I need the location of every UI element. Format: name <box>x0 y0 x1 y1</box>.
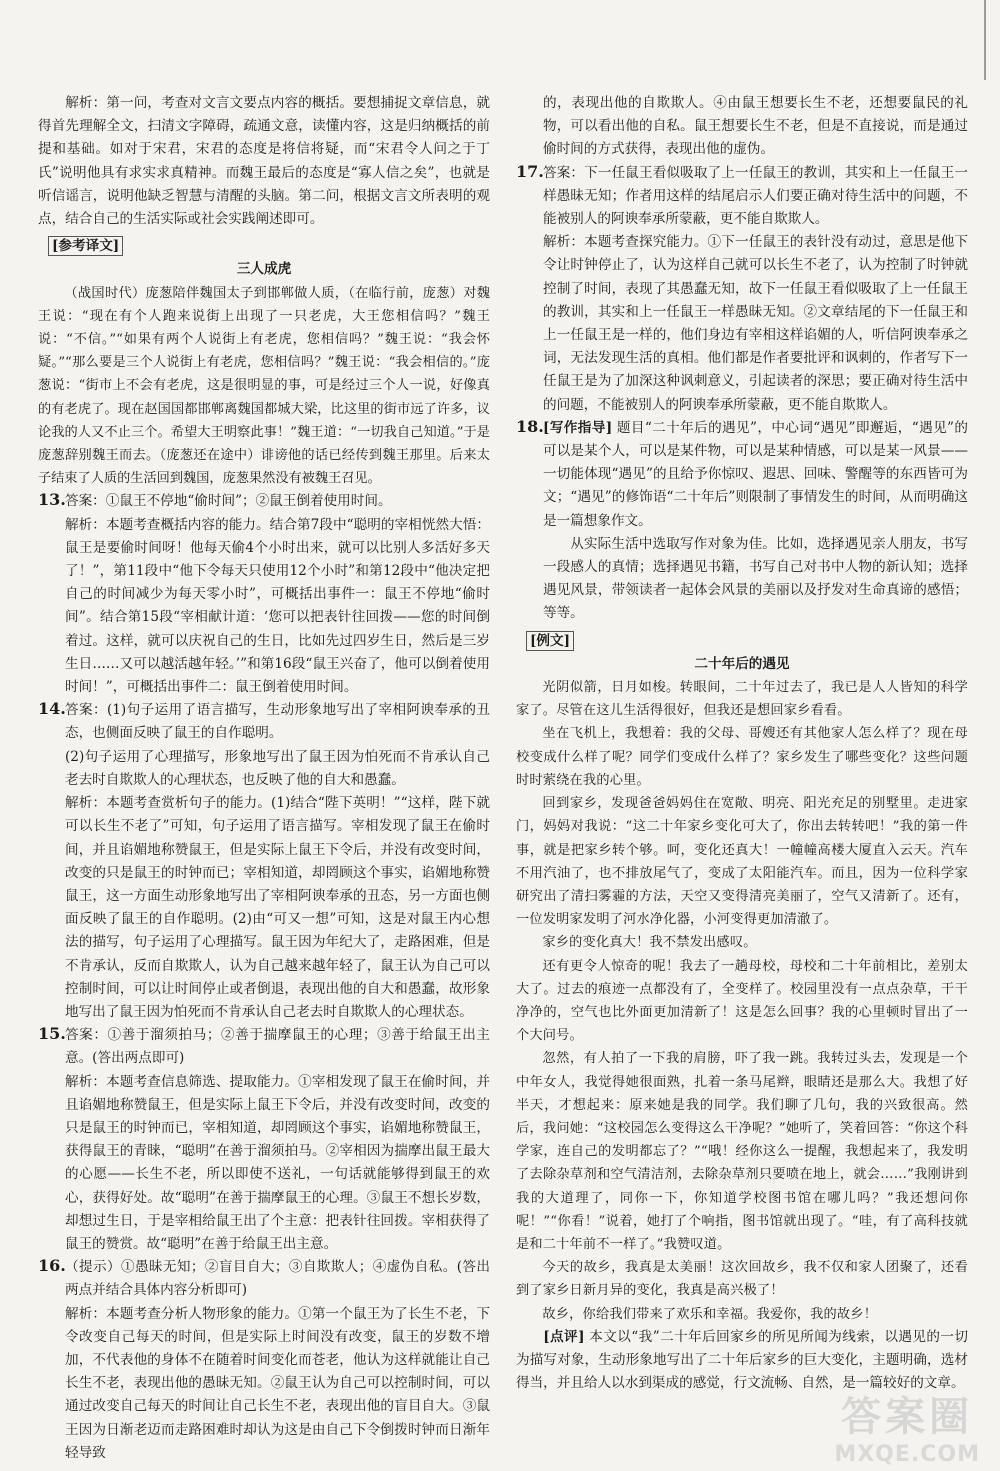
reference-translation-label: [参考译文] <box>48 236 123 256</box>
essay-paragraph: 忽然，有人拍了一下我的肩膀，吓了我一跳。我转过头去，发现是一个中年女人，我觉得她很面熟，扎着一条马尾辫，眼睛还是那么大。我想了好半天，才想起来：原来她是我的同学。我们聊了几句，我的兴致很高。然后，我问她：“这校园怎么变得这么干净呢？”她听了，笑着回答：“你这个科学家，连自己的发明都忘了？”“哦！经你这么一提醒，我想起来了，我发明了去除杂草剂和空气清洁剂，去除杂草剂只要喷在地上，就会……”我刚讲到我的大道理了，同你一下，你知道学校图书馆在哪儿吗？”我还想问你呢！”“你看！”说着，她打了个响指，图书馆就出现了。“哇，有了高科技就是和二十年前不一样了。”我赞叹道。 <box>516 1051 968 1252</box>
answer: 答案：①鼠王不停地“偷时间”；②鼠王倒着使用时间。 <box>65 493 392 510</box>
question-13 <box>38 490 490 699</box>
writing-guide <box>543 417 968 533</box>
question-number: 16. <box>38 1256 66 1276</box>
q12-analysis: 解析：第一问，考查对文言文要点内容的概括。要想捕捉文章信息，就得首先理解全文，扫清文字障碍，疏通文意，读懂内容，这是归纳概括的前提和基础。如对于宋君，宋君的态度是将信将疑，而“宋君令人问之于丁氏”说明他具有求实求真精神。而魏王最后的态度是“寡人信之矣”，也就是听信谣言，说明他缺乏智慧与清醒的头脑。第二问，根据文言文所表明的观点，结合自己的生活实际或社会实践阐述即可。 <box>38 95 490 228</box>
essay-paragraph: 坐在飞机上，我想着：我的父母、哥嫂还有其他家人怎么样了？现在母校变成什么样了呢？同学们变成什么样了？家乡发生了哪些变化？这些问题时时萦绕在我的心里。 <box>516 726 968 788</box>
answer: （提示）①愚昧无知；②盲目自大；③自欺欺人；④虚伪自私。(答出两点并结合具体内容分析即可) <box>65 1259 490 1299</box>
essay-paragraph: 家乡的变化真大！我不禁发出感叹。 <box>542 935 757 951</box>
watermark <box>834 1385 980 1467</box>
commentary-text: 本文以“我”二十年后回家乡的所见所闻为线索，以遇见的一切为描写对象，生动形象地写出了二十年后家乡的巨大变化，主题明确，选材得当，并且给人以水到渠成的感觉，行文流畅、自然，是一篇较好的文章。 <box>516 1328 968 1392</box>
left-column <box>38 92 490 1465</box>
essay-paragraph: 故乡，你给我们带来了欢乐和幸福。我爱你，我的故乡！ <box>542 1306 878 1322</box>
question-17 <box>516 162 968 417</box>
analysis: 解析：本题考查探究能力。①下一任鼠王的表针没有动过，意思是他下令让时钟停止了，认为这样自己就可以长生不老了，认为控制了时钟就控制了时间，表现了其愚蠢无知，故下一任鼠王看似吸取了上一任鼠王的教训，其实和上一任鼠王一样愚昧无知。②文章结尾的下一任鼠王和上一任鼠王是一样的，他们身边有宰相这样谄媚的人，听信阿谀奉承之词，无法发现生活的真相。他们都是作者要批评和讽刺的，作者写下一任鼠王是为了加深这种讽刺意义，引起读者的深思；要正确对待生活中的问题，不能被别人的阿谀奉承所蒙蔽，更不能自欺欺人。 <box>543 234 968 413</box>
reference-translation-title: 三人成虎 <box>236 261 292 278</box>
question-14 <box>38 699 490 1024</box>
question-number: 18. <box>516 416 544 436</box>
question-number: 13. <box>38 490 66 510</box>
question-number: 14. <box>38 699 66 719</box>
essay-title: 二十年后的遇见 <box>694 655 790 672</box>
reference-translation-body: （战国时代）庞葱陪伴魏国太子到邯郸做人质，（在临行前，庞葱）对魏王说：“现在有个人跑来说街上出现了一只老虎，大王您相信吗？”魏王说：“不信。”“如果有两个人说街上有老虎，您相信吗？”魏王说：“我会怀疑。”“那么要是三个人说街上有老虎，您相信吗？”魏王说：“我会相信的。”庞葱说：“街市上不会有老虎，这是很明显的事，可是经过三个人一说，好像真的有老虎了。现在赵国国都邯郸离魏国都城大梁，比这里的街市远了许多，议论我的人又不止三个。希望大王明察此事！”魏王道：“一切我自己知道。”于是庞葱辞别魏王而去。（庞葱还在途中）诽谤他的话已经传到魏王那里。后来太子结束了人质的生活回到魏国，庞葱果然没有被魏王召见。 <box>38 285 490 487</box>
essay-paragraph: 今天的故乡，我真是太美丽！这次回故乡，我不仅和家人团聚了，还看到了家乡日新月异的变化，我真是高兴极了！ <box>516 1260 968 1299</box>
question-number: 15. <box>38 1024 66 1044</box>
commentary-label: [点评] <box>543 1328 585 1345</box>
answer-2: (2)句子运用了心理描写，形象地写出了鼠王因为怕死而不肯承认自己老去时自欺欺人的心理状态，也反映了他的自大和愚蠢。 <box>65 748 490 788</box>
essay-body <box>516 676 968 1326</box>
answer: 答案：①善于溜须拍马；②善于揣摩鼠王的心理；③善于给鼠王出主意。(答出两点即可) <box>65 1027 490 1067</box>
writing-guide-text: 题目“二十年后的遇见”，中心词“遇见”即邂逅，“遇见”的可以是某个人，可以是某件物，可以是某种情感，可以是某一风景——一切能体现“遇见”的且给予你惊叹、遐思、回味、警醒等的东西皆可为文；“遇见”的修饰语“二十年后”则限制了事情发生的时间，从而明确这是一篇想象作文。 <box>543 419 968 529</box>
answer-1: 答案：(1)句子运用了语言描写，生动形象地写出了宰相阿谀奉承的丑态，也侧面反映了鼠王的自作聪明。 <box>65 702 490 742</box>
essay-paragraph: 回到家乡，发现爸爸妈妈住在宽敞、明亮、阳光充足的别墅里。走进家门，妈妈对我说：“这二十年家乡变化可大了，你出去转转吧！”我的第一件事，就是把家乡转个够。呵，变化还真大！一幢幢高楼大厦直入云天。汽车不用汽油了，也不排放尾气了，变成了太阳能汽车。而且，因为一位科学家研究出了清扫雾霾的方法，天空又变得清亮美丽了，空气又清新了。还有，一位发明家发明了河水净化器，小河变得更加清澈了。 <box>516 796 968 928</box>
page-edge-mark <box>972 0 986 80</box>
question-15 <box>38 1024 490 1256</box>
right-column <box>516 92 968 1395</box>
analysis: 解析：本题考查信息筛选、提取能力。①宰相发现了鼠王在偷时间，并且谄媚地称赞鼠王，但是实际上鼠王下令后，并没有改变时间，改变的只是鼠王的时钟而已，宰相知道，却罔顾这个事实，谄媚地称赞鼠王，获得鼠王的青睐，“聪明”在善于溜须拍马。②宰相因为揣摩出鼠王最大的心愿——长生不老，所以即使不送礼，一句话就能够得到鼠王的欢心，获得好处。故“聪明”在善于揣摩鼠王的心理。③鼠王不想长岁数，却想过生日，于是宰相给鼠王出了个主意：把表针往回拨。宰相获得了鼠王的赞赏。故“聪明”在善于给鼠王出主意。 <box>65 1073 490 1252</box>
reference-translation-label-row <box>38 235 490 258</box>
question-18 <box>516 417 968 626</box>
q16-analysis-continued: 的，表现出他的自欺欺人。④由鼠王想要长生不老，还想要鼠民的礼物，可以看出他的自私。鼠王想要长生不老，但是不直接说，而是通过偷时间的方式获得，表现出他的虚伪。 <box>543 95 968 158</box>
question-number: 17. <box>516 161 544 181</box>
watermark-logo-text: 答案圈 <box>841 1394 974 1440</box>
writing-guide-paragraph-2: 从实际生活中选取写作对象为佳。比如，选择遇见亲人朋友，书写一段感人的真情；选择遇见书籍，书写自己对书中人物的新认知；选择遇见风景，带领读者一起体会风景的美丽以及抒发对生命真谛的感悟；等等。 <box>543 535 968 622</box>
writing-guide-label: [写作指导] <box>543 419 613 436</box>
analysis: 解析：本题考查分析人物形象的能力。①第一个鼠王为了长生不老，下令改变自己每天的时间，但是实际上时间没有改变，鼠王的岁数不增加，不代表他的身体不在随着时间变化而苍老，他认为这样就能让自己长生不老，表现出他的愚昧无知。②鼠王认为自己可以控制时间，可以通过改变自己每天的时间让自己长生不老，表现出他的盲目自大。③鼠王因为日渐老迈而走路困难时却认为这是由自己下令倒拨时钟而日渐年轻导致 <box>65 1305 490 1461</box>
question-16 <box>38 1256 490 1465</box>
analysis: 解析：本题考查概括内容的能力。结合第7段中“聪明的宰相恍然大悟：鼠王是要偷时间呀！他每天偷4个小时出来，就可以比别人多活好多天了！”，第11段中“他下令每天只使用12个小时”和第12段中“他决定把自己的时间减少为每天零小时”，可概括出事件一：鼠王不停地“偷时间”。结合第15段“宰相献计道：‘您可以把表针往回拨——您的时间倒着过。这样，就可以庆祝自己的生日，比如先过四岁生日，然后是三岁生日……又可以越活越年轻。’”和第16段“鼠王兴奋了，他可以倒着使用时间！”，可概括出事件二：鼠王倒着使用时间。 <box>65 516 490 696</box>
watermark-url: MXQE.COM <box>834 1442 980 1467</box>
analysis: 解析：本题考查赏析句子的能力。(1)结合“陛下英明！”“这样，陛下就可以长生不老了”可知，句子运用了语言描写。宰相发现了鼠王在偷时间，并且谄媚地称赞鼠王，但是实际上鼠王下令后，并没有改变时间，改变的只是鼠王的时钟而已；宰相知道，却罔顾这个事实，谄媚地称赞鼠王，这一方面生动形象地写出了宰相阿谀奉承的丑态，另一方面也侧面反映了鼠王的自作聪明。(2)由“可又一想”可知，这是对鼠王内心想法的描写，句子运用了心理描写。鼠王因为年纪大了，走路困难，但是不肯承认，反而自欺欺人，认为自己越来越年轻了，鼠王认为自己可以控制时间，可以让时间停止或者倒退，表现出他的自大和愚蠢，故形象地写出了鼠王因为怕死而不肯承认自己老去时自欺欺人的心理状态。 <box>65 795 490 1020</box>
example-label: [例文] <box>526 631 574 651</box>
example-label-row <box>516 630 968 653</box>
answer: 答案：下一任鼠王看似吸取了上一任鼠王的教训，其实和上一任鼠王一样愚昧无知；作者用这样的结尾启示人们要正确对待生活中的问题，不能被别人的阿谀奉承所蒙蔽，更不能自欺欺人。 <box>543 164 968 228</box>
essay-paragraph: 还有更令人惊奇的呢！我去了一趟母校，母校和二十年前相比，差别太大了。过去的痕迹一点都没有了，全变样了。校园里没有一点点杂草，干干净净的，空气也比外面更加清新了！这是怎么回事？我的心里顿时冒出了一个大问号。 <box>516 958 968 1044</box>
essay-paragraph: 光阴似箭，日月如梭。转眼间，二十年过去了，我已是人人皆知的科学家了。尽管在这儿生活得很好，但我还是想回家乡看看。 <box>516 680 968 719</box>
